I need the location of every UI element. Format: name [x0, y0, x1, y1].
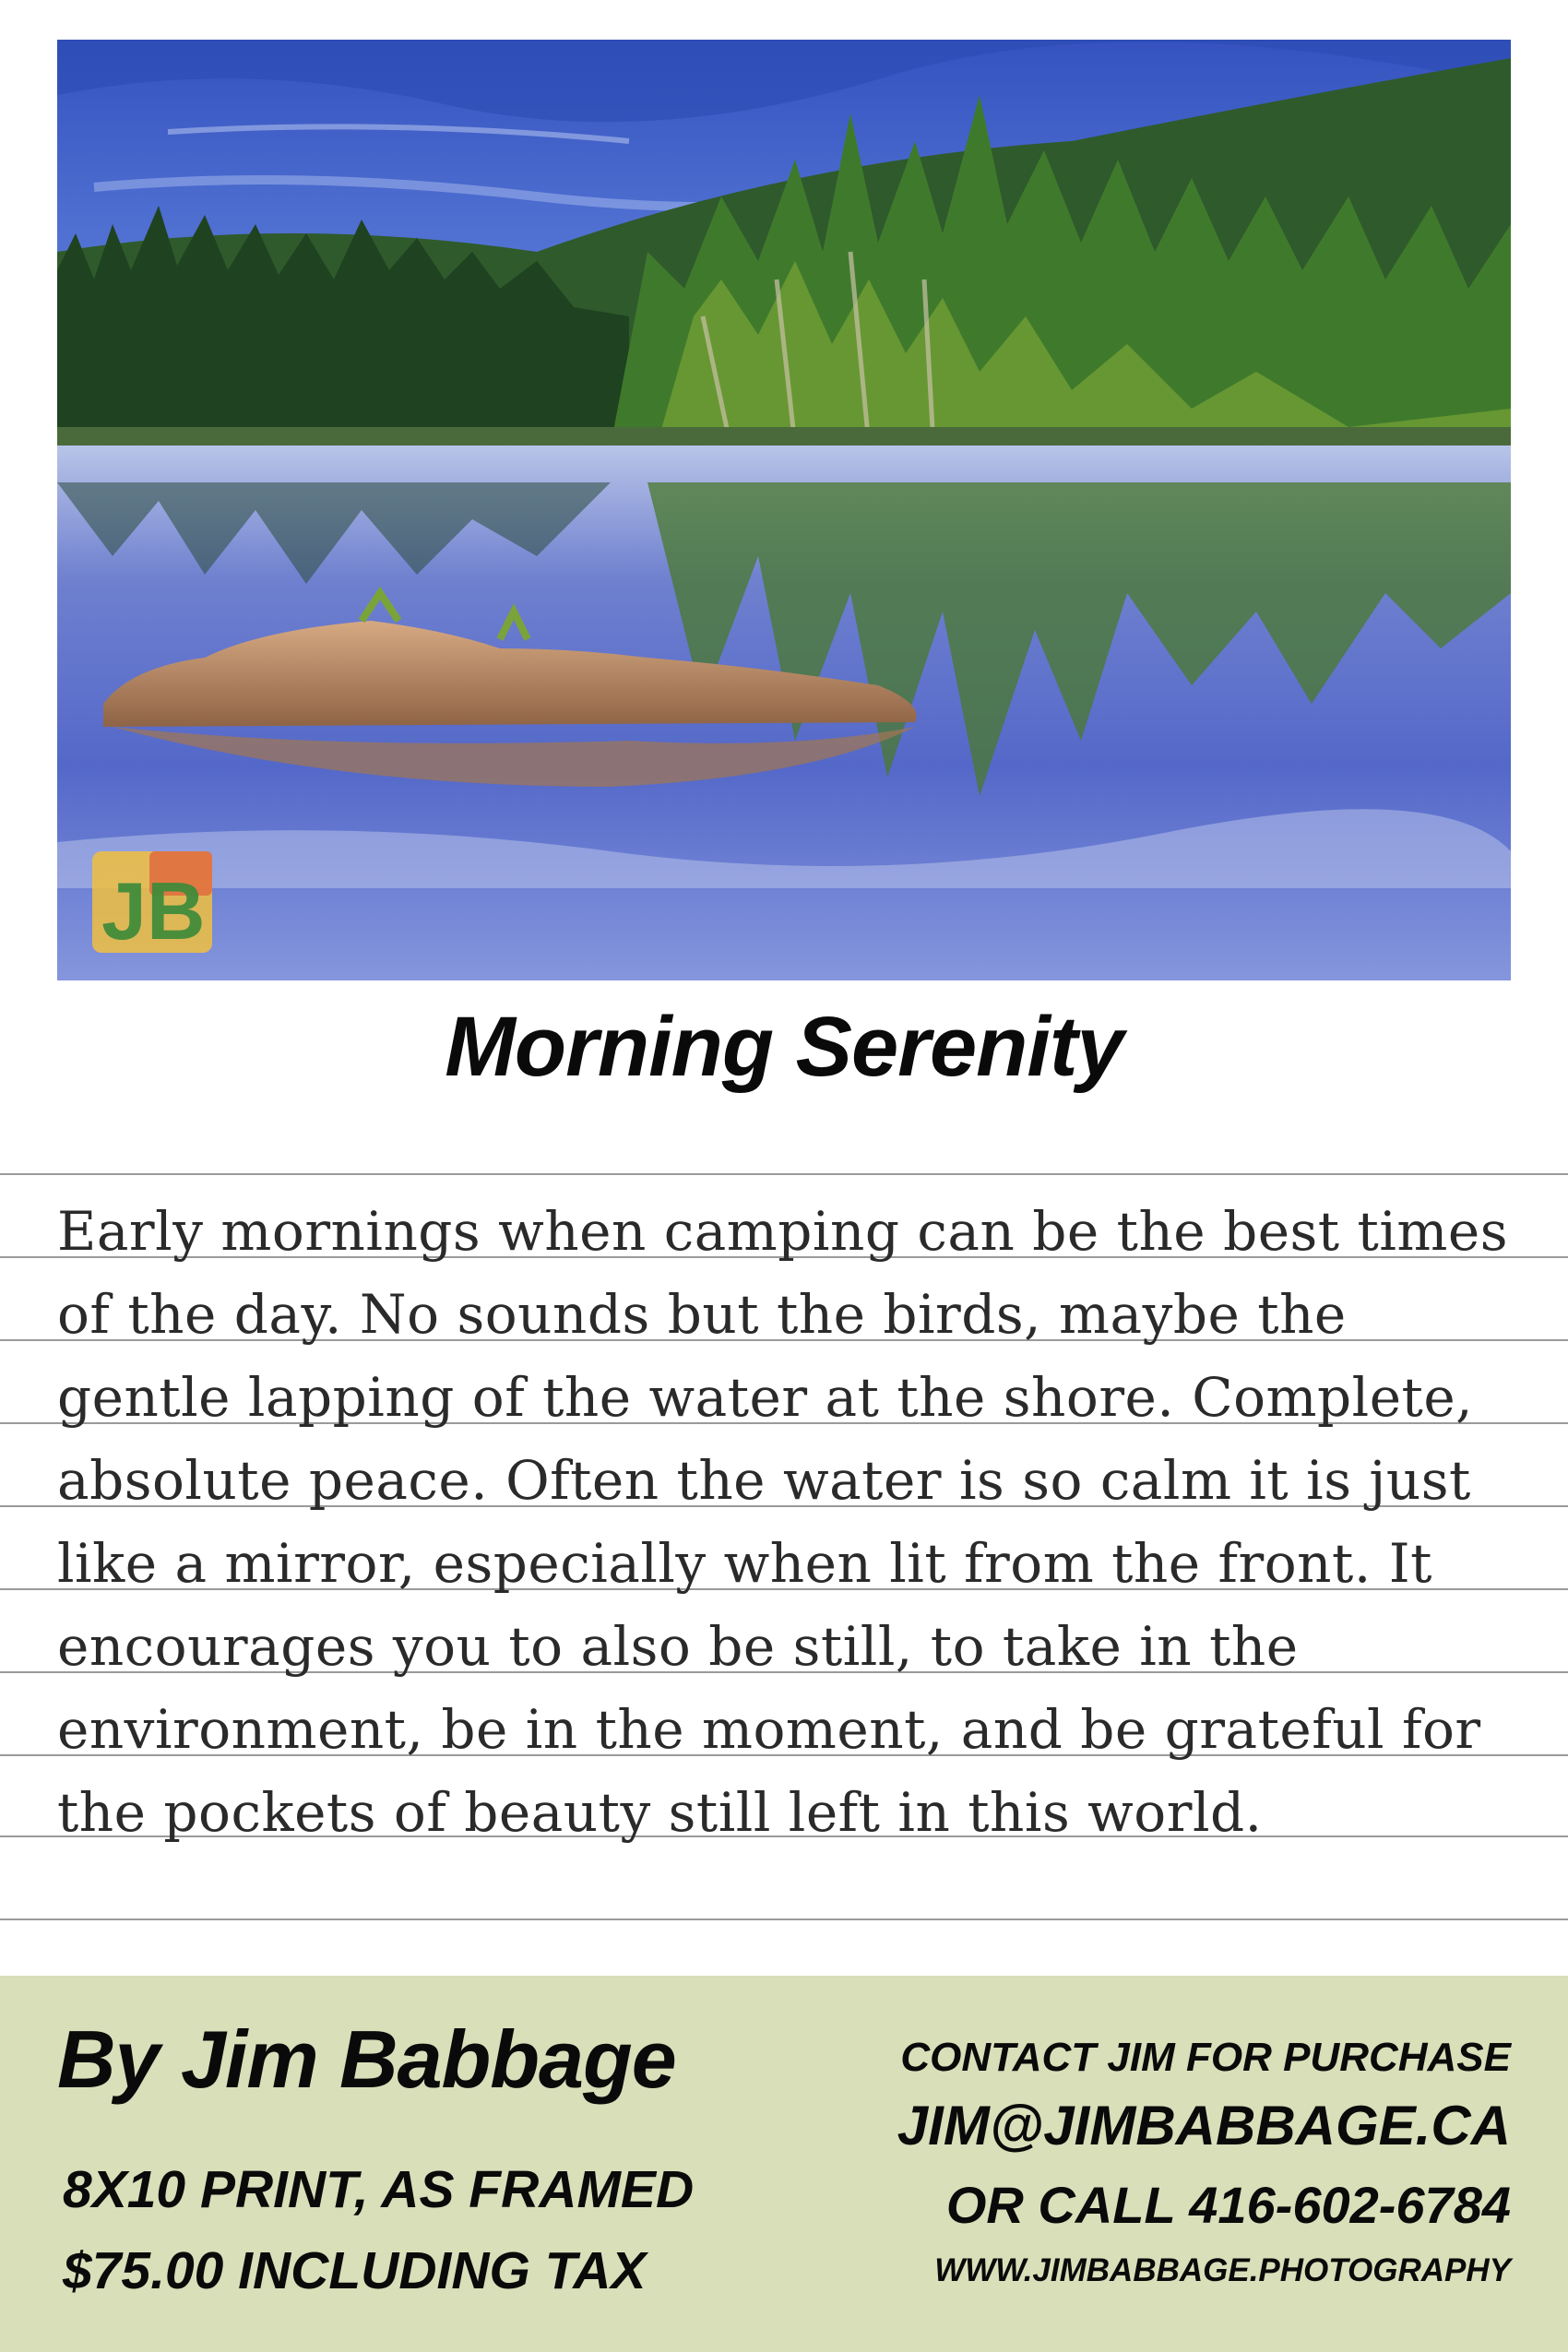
- website-link[interactable]: WWW.JIMBABBAGE.PHOTOGRAPHY: [934, 2252, 1511, 2288]
- rule-line: [0, 1918, 1568, 1920]
- story-line: environment, be in the moment, and be grateful for: [57, 1698, 1481, 1761]
- contact-info: [897, 2029, 1511, 2297]
- story-line: of the day. No sounds but the birds, maybe the: [57, 1283, 1347, 1346]
- price: $75.00 INCLUDING TAX: [63, 2241, 647, 2300]
- jb-logo-text: JB: [101, 865, 206, 956]
- contact-heading: CONTACT JIM FOR PURCHASE: [900, 2035, 1511, 2080]
- print-info: [63, 2149, 694, 2311]
- story-line: encourages you to also be still, to take in the: [57, 1615, 1299, 1678]
- byline: By Jim Babbage: [57, 2013, 676, 2105]
- rule-line: [0, 1173, 1568, 1175]
- page-title: Morning Serenity: [445, 1000, 1123, 1094]
- story-line: Early mornings when camping can be the best times: [57, 1200, 1508, 1263]
- story-text: [57, 1190, 1533, 1854]
- contact-email-link[interactable]: JIM@JIMBABBAGE.CA: [897, 2095, 1511, 2156]
- print-size: 8X10 PRINT, AS FRAMED: [63, 2160, 695, 2219]
- story-line: like a mirror, especially when lit from the front. It: [57, 1532, 1432, 1595]
- story-line: the pockets of beauty still left in this world.: [57, 1781, 1263, 1844]
- story-line: absolute peace. Often the water is so calm it is just: [57, 1449, 1471, 1512]
- contact-phone[interactable]: OR CALL 416-602-6784: [945, 2176, 1511, 2234]
- jb-logo: [92, 851, 212, 956]
- landscape-photo: [57, 40, 1511, 980]
- story-line: gentle lapping of the water at the shore. Complete,: [57, 1366, 1474, 1429]
- landscape-photo-art: [57, 40, 1511, 980]
